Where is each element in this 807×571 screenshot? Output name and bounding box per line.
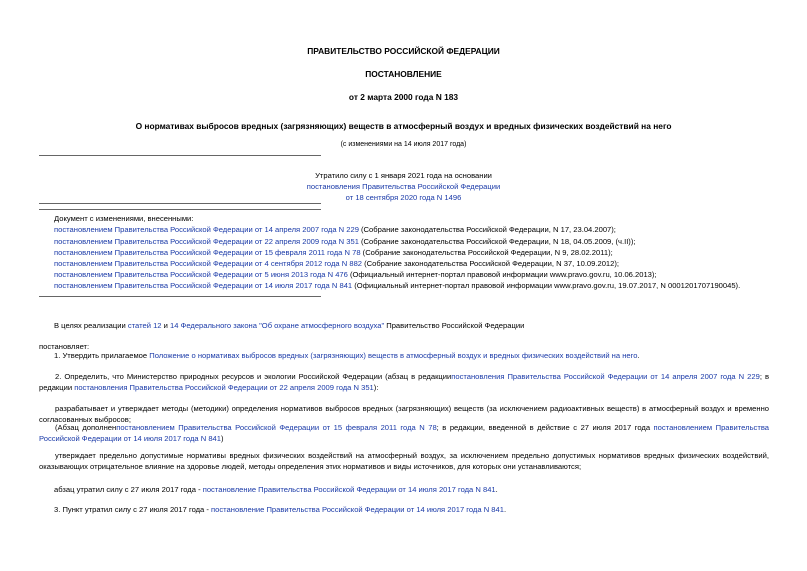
repeal-link[interactable]: постановление Правительства Российской Федерации от 14 июля 2017 года N 841 (202, 485, 496, 494)
change-link[interactable]: постановлением Правительства Российской Федерации от 14 апреля 2007 года N 229 (54, 225, 359, 234)
change-link[interactable]: постановлением Правительства Российской Федерации от 14 июля 2017 года N 841 (54, 281, 353, 290)
amendment-link-2011[interactable]: постановлением Правительства Российской Федерации от 15 февраля 2011 года N 78 (116, 423, 437, 432)
expiry-link-date[interactable]: от 18 сентября 2020 года N 1496 (345, 193, 462, 202)
list-item: постановлением Правительства Российской Федерации от 5 июня 2013 года N 476 (Официальный интернет-портал правовой информации www.pravo.gov.ru, 10.06.2013); (54, 270, 657, 279)
divider (39, 155, 321, 156)
clause-2-repealed: абзац утратил силу с 27 июля 2017 года - постановление Правительства Российской Федерации от 14 июля 2017 года N 841. (54, 485, 498, 494)
law-article-14-link[interactable]: 14 Федерального закона "Об охране атмосферного воздуха" (170, 321, 385, 330)
divider (39, 296, 321, 297)
expiry-notice (0, 170, 807, 203)
changes-intro: Документ с изменениями, внесенными: (54, 214, 194, 223)
clause-3-repealed: 3. Пункт утратил силу с 27 июля 2017 года - постановление Правительства Российской Федерации от 14 июля 2017 года N 841. (54, 505, 507, 514)
amendment-link-2007[interactable]: постановления Правительства Российской Федерации от 14 апреля 2007 года N 229 (451, 372, 760, 381)
clause-2-limits: утверждает предельно допустимые нормативы вредных физических воздействий на атмосферный воздух, за исключением предельно допустимых нормативов вредных физических воздействий, оказывающих отрицательное влияние на здоровье людей, методы определения этих нормативов и виды источников, для которых они устанавливаются; (39, 451, 769, 471)
clause-1: 1. Утвердить прилагаемое Положение о нормативах выбросов вредных (загрязняющих) веществ в атмосферный воздух и вредных физических воздействий на него. (54, 351, 640, 360)
change-link[interactable]: постановлением Правительства Российской Федерации от 22 апреля 2009 года N 351 (54, 237, 359, 246)
list-item: постановлением Правительства Российской Федерации от 14 апреля 2007 года N 229 (Собрание законодательства Российской Федерации, N 17, 23.04.2007); (54, 225, 616, 234)
divider (39, 209, 321, 210)
government-heading: ПРАВИТЕЛЬСТВО РОССИЙСКОЙ ФЕДЕРАЦИИ (307, 46, 500, 56)
amendment-link-2017[interactable]: постановлением Правительства Российской Федерации от 14 июля 2017 года N 841 (39, 423, 769, 443)
clause-2: 2. Определить, что Министерство природных ресурсов и экологии Российской Федерации (абзац в редакциипостановления Правительства Российской Федерации от 14 апреля 2007 года N 229; в редакции постановления Правительства Российской Федерации от 22 апреля 2009 года N 351): (39, 372, 769, 392)
document-type: ПОСТАНОВЛЕНИЕ (365, 69, 442, 79)
expiry-link-decree[interactable]: постановления Правительства Российской Федерации (306, 182, 501, 191)
change-link[interactable]: постановлением Правительства Российской Федерации от 15 февраля 2011 года N 78 (54, 248, 361, 257)
document-date-number: от 2 марта 2000 года N 183 (348, 92, 459, 102)
clause-2-amendment-note: (Абзац дополненпостановлением Правительства Российской Федерации от 15 февраля 2011 года N 78; в редакции, введенной в действие с 27 июля 2017 года постановлением Правительства Российской Федерации от 14 июля 2017 года N 841) (39, 423, 769, 443)
document-title: О нормативах выбросов вредных (загрязняющих) веществ в атмосферный воздух и вредных физических воздействий на него (135, 121, 672, 131)
list-item: постановлением Правительства Российской Федерации от 22 апреля 2009 года N 351 (Собрание законодательства Российской Федерации, N 18, 04.05.2009, (ч.II)); (54, 237, 636, 246)
decides-word: постановляет: (39, 342, 90, 351)
change-link[interactable]: постановлением Правительства Российской Федерации от 4 сентября 2012 года N 882 (54, 259, 363, 268)
amendment-link-2009[interactable]: постановления Правительства Российской Федерации от 22 апреля 2009 года N 351 (74, 383, 374, 392)
clause-2-methods: разрабатывает и утверждает методы (методики) определения нормативов выбросов вредных (загрязняющих) веществ (за исключением радиоактивных веществ) в атмосферный воздух и временно согласованных выбросов; (39, 404, 769, 424)
law-article-12-link[interactable]: статей 12 (127, 321, 162, 330)
preamble: В целях реализации статей 12 и 14 Федерального закона "Об охране атмосферного воздуха" Правительство Российской Федерации (54, 321, 525, 330)
regulation-link[interactable]: Положение о нормативах выбросов вредных (загрязняющих) веществ в атмосферный воздух и вредных физических воздействий на него (149, 351, 638, 360)
list-item: постановлением Правительства Российской Федерации от 15 февраля 2011 года N 78 (Собрание законодательства Российской Федерации, N 9, 28.02.2011); (54, 248, 613, 257)
edition-note: (с изменениями на 14 июля 2017 года) (340, 141, 467, 148)
list-item: постановлением Правительства Российской Федерации от 4 сентября 2012 года N 882 (Собрание законодательства Российской Федерации, N 37, 10.09.2012); (54, 259, 620, 268)
list-item: постановлением Правительства Российской Федерации от 14 июля 2017 года N 841 (Официальный интернет-портал правовой информации www.pravo.gov.ru, 19.07.2017, N 0001201707190045). (54, 281, 741, 290)
divider (39, 203, 321, 204)
repeal-link[interactable]: постановление Правительства Российской Федерации от 14 июля 2017 года N 841 (211, 505, 504, 514)
change-link[interactable]: постановлением Правительства Российской Федерации от 5 июня 2013 года N 476 (54, 270, 348, 279)
expiry-text: Утратило силу с 1 января 2021 года на основании (315, 171, 492, 180)
